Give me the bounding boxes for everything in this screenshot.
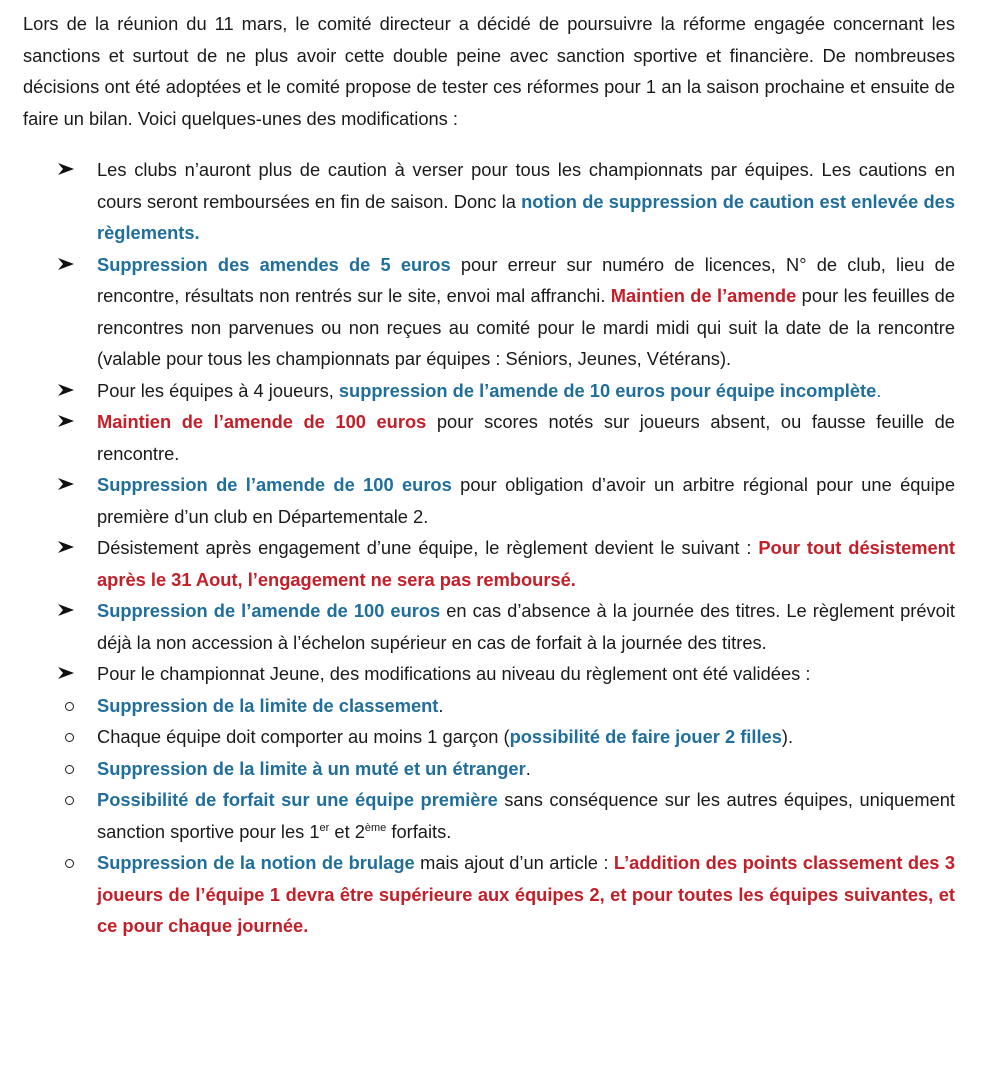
highlight-blue: Suppression des amendes de 5 euros [97,253,451,275]
item-text: Pour les équipes à 4 joueurs, [97,379,339,401]
list-item-equipes-4-joueurs [97,375,955,407]
hollow-circle-bullet-icon [65,733,74,742]
highlight-blue: possibilité de faire jouer 2 filles [509,726,782,747]
list-item-championnat-jeune [97,658,955,690]
intro-paragraph: Lors de la réunion du 11 mars, le comité directeur a décidé de poursuivre la réforme engagée concernant les sanctions et surtout de ne plus avoir cette double peine avec sanction sportive et financière. De nombreuses décisions ont été adoptées et le comité propose de tester ces réformes pour 1 an la saison prochaine et ensuite de faire un bilan. Voici quelques-unes des modifications : [23,13,955,129]
sub-item-brulage [97,847,955,942]
list-item-desistement [97,532,955,595]
sub-item-mute-etranger [97,753,955,785]
item-text: en cas d’absence à la journée des titres. Le règlement prévoit déjà la non accession à l’échelon supérieur en cas de forfait à la journée des titres. [97,600,955,653]
item-text: pour erreur sur numéro de licences, N° de club, lieu de rencontre, résultats non rentrés sur le site, envoi mal affranchi. [97,253,955,306]
item-text: Les clubs n’auront plus de caution à verser pour tous les championnats par équipes. Les cautions en cours seront remboursées en fin de saison. Donc la [97,159,955,212]
item-text: et 2 [329,820,365,842]
highlight-blue: Possibilité de forfait sur une équipe première [97,789,498,810]
highlight-blue: suppression de l’amende de 10 euros pour équipe incomplète [338,379,877,401]
arrowhead-bullet-icon [57,666,75,680]
hollow-circle-bullet-icon [65,796,74,805]
item-text: . [438,694,444,716]
modifications-list [23,154,955,690]
superscript: ème [364,821,387,834]
highlight-blue: Suppression de l’amende de 100 euros [97,600,441,621]
highlight-blue: notion de suppression de caution est enlevée des règlements. [97,190,956,243]
sub-item-garcon-filles [97,721,955,753]
item-text: mais ajout d’un article : [414,852,614,873]
highlight-blue: Suppression de la notion de brulage [97,852,415,873]
highlight-blue: Suppression de la limite à un muté et un étranger [97,757,526,779]
item-text: . [876,379,882,401]
item-text: Pour le championnat Jeune, des modifications au niveau du règlement ont été validées : [97,663,811,684]
superscript: er [319,821,330,834]
item-text: pour les feuilles de rencontres non parvenues ou non reçues au comité pour le mardi midi qui suit la date de la rencontre (valable pour tous les championnats par équipes : Séniors, Jeunes, Vétérans). [97,285,955,369]
list-item-arbitre-regional [97,469,955,532]
hollow-circle-bullet-icon [65,765,74,774]
item-text: sans conséquence sur les autres équipes, uniquement sanction sportive pour les 1 [97,789,955,842]
arrowhead-bullet-icon [57,540,75,554]
list-item-amendes-5-euros [97,249,955,375]
item-text: Chaque équipe doit comporter au moins 1 garçon ( [97,726,510,747]
jeune-sublist [23,690,955,942]
item-text: forfaits. [386,820,452,842]
item-text: pour obligation d’avoir un arbitre régional pour une équipe première d’un club en Départementale 2. [97,474,956,527]
highlight-blue: Suppression de la limite de classement [97,694,439,716]
list-item-amende-100-scores [97,406,955,469]
arrowhead-bullet-icon [57,414,75,428]
hollow-circle-bullet-icon [65,859,74,868]
highlight-red: L’addition des points classement des 3 joueurs de l’équipe 1 devra être supérieure aux équipes 2, et pour toutes les équipes suivantes, et ce pour chaque journée. [97,852,955,936]
highlight-red: Pour tout désistement après le 31 Aout, l’engagement ne sera pas remboursé. [97,537,955,590]
item-text: . [525,757,531,779]
highlight-red: Maintien de l’amende de 100 euros [97,411,427,432]
highlight-blue: Suppression de l’amende de 100 euros [97,474,452,495]
item-text: pour scores notés sur joueurs absent, ou fausse feuille de rencontre. [97,411,955,464]
arrowhead-bullet-icon [57,477,75,491]
list-item-caution [97,154,955,249]
sub-item-limite-classement [97,690,955,722]
arrowhead-bullet-icon [57,162,75,176]
arrowhead-bullet-icon [57,383,75,397]
arrowhead-bullet-icon [57,603,75,617]
arrowhead-bullet-icon [57,257,75,271]
item-text: ). [781,726,794,747]
sub-item-forfait-equipe-premiere [97,784,955,847]
list-item-journee-titres [97,595,955,658]
hollow-circle-bullet-icon [65,702,74,711]
highlight-red: Maintien de l’amende [610,285,797,306]
item-text: Désistement après engagement d’une équipe, le règlement devient le suivant : [97,537,759,558]
